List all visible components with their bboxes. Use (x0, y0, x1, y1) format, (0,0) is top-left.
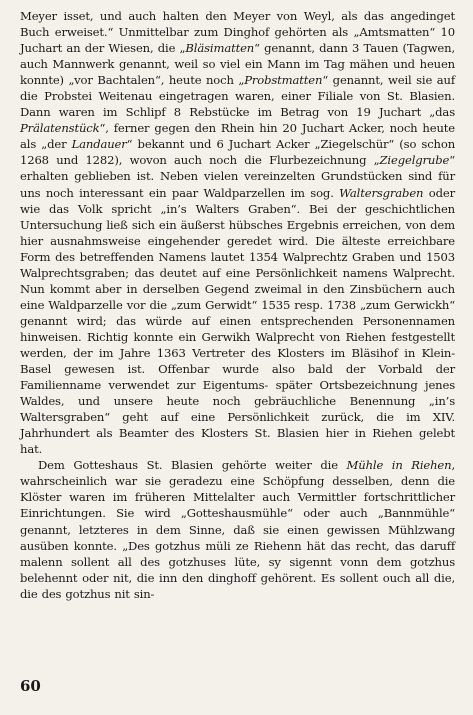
emphasized-term: Landauer (71, 137, 127, 152)
text-run: “, ferner gegen den Rhein hin 20 Juchart Acker, noch heute als „der (20, 121, 455, 152)
emphasized-term: Ziegelgrube (379, 153, 450, 168)
text-run: “ bekannt und 6 Juchart Acker „Ziegelschür“ (so schon 1268 und 1282), wovon auch noch die Flurbezeichnung „ (20, 137, 456, 168)
text-run: Dem Gotteshaus St. Blasien gehörte weiter die (38, 458, 347, 473)
emphasized-term: Probstmatten (244, 73, 323, 88)
page-number: 60 (20, 677, 41, 695)
paragraph (20, 8, 455, 457)
emphasized-term: Bläsimatten (185, 41, 255, 56)
text-run: oder wie das Volk spricht „in’s Walters Graben“. Bei der geschichtlichen Untersuchung ließ sich ein äußerst hübsches Ergebnis erreichen, von dem hier ausnahmsweise eingehender geredet wird. Die älteste erreichbare Form des betreffenden Namens lautet 1354 Walprechtz Graben und 1503 Walprechtsgraben; das deutet auf eine Persönlichkeit namens Walprecht. Nun kommt aber in derselben Gegend zweimal in den Zinsbüchern auch eine Waldparzelle vor die „zum Gerwidt“ 1535 resp. 1738 „zum Gerwickh“ genannt wird; das würde auf einen entsprechenden Personennamen hinweisen. Richtig konnte ein Gerwikh Walprecht von Riehen festgestellt werden, der im Jahre 1363 Vertreter des Klosters im Bläsihof in Klein-Basel gewesen ist. Offenbar wurde also bald der Vorbald der Familienname verwendet zur Eigentums- später Ortsbezeichnung jenes Waldes, und unsere heute noch gebräuchliche Benennung „in’s Waltersgraben“ geht auf eine Persönlichkeit zurück, die im XIV. Jahrhundert als Beamter des Klosters St. Blasien hier in Riehen gelebt hat. (20, 185, 455, 457)
text-run: “ genannt, weil sie auf die Probstei Weitenau eingetragen waren, einer Filiale von St. Blasien. Dann waren im Schlipf 8 Rebstücke im Betrag von 19 Juchart „das (20, 73, 455, 120)
emphasized-term: Mühle in Riehen (346, 458, 452, 473)
text-run: “ genannt, dann 3 Tauen (Tagwen, auch Mannwerk genannt, weil so viel ein Mann im Tag mähen und heuen konnte) „vor Bachtalen“, heute noch „ (20, 41, 455, 88)
text-run: Meyer isset, und auch halten den Meyer von Weyl, als das angedinget Buch erweiset.“ Unmittelbar zum Dinghof gehörten als „Amtsmatten“ 10 Juchart an der Wiesen, die „ (20, 9, 455, 56)
body-text (20, 8, 455, 602)
text-run: “ erhalten geblieben ist. Neben vielen vereinzelten Grundstücken sind für uns noch interessant ein paar Waldparzellen im sog. (20, 153, 455, 200)
emphasized-term: Prälatenstück (20, 121, 100, 136)
paragraph (20, 457, 455, 601)
text-run: , wahrscheinlich war sie geradezu eine Schöpfung desselben, denn die Klöster waren im früheren Mittelalter auch Vermittler fortschrittlicher Einrichtungen. Sie wird „Gotteshausmühle“ oder auch „Bannmühle“ genannt, letzteres in dem Sinne, daß sie einen gewissen Mühlzwang ausüben konnte. „Des gotzhus müli ze Riehenn hät das recht, das daruff malenn sollent all des gotzhuses lüte, sy sigennt vonn dem gotzhus belehennt oder nit, die inn den dinghoff gehörent. Es sollent ouch all die, die des gotzhus nit sin- (20, 458, 456, 601)
emphasized-term: Waltersgraben (339, 185, 424, 200)
